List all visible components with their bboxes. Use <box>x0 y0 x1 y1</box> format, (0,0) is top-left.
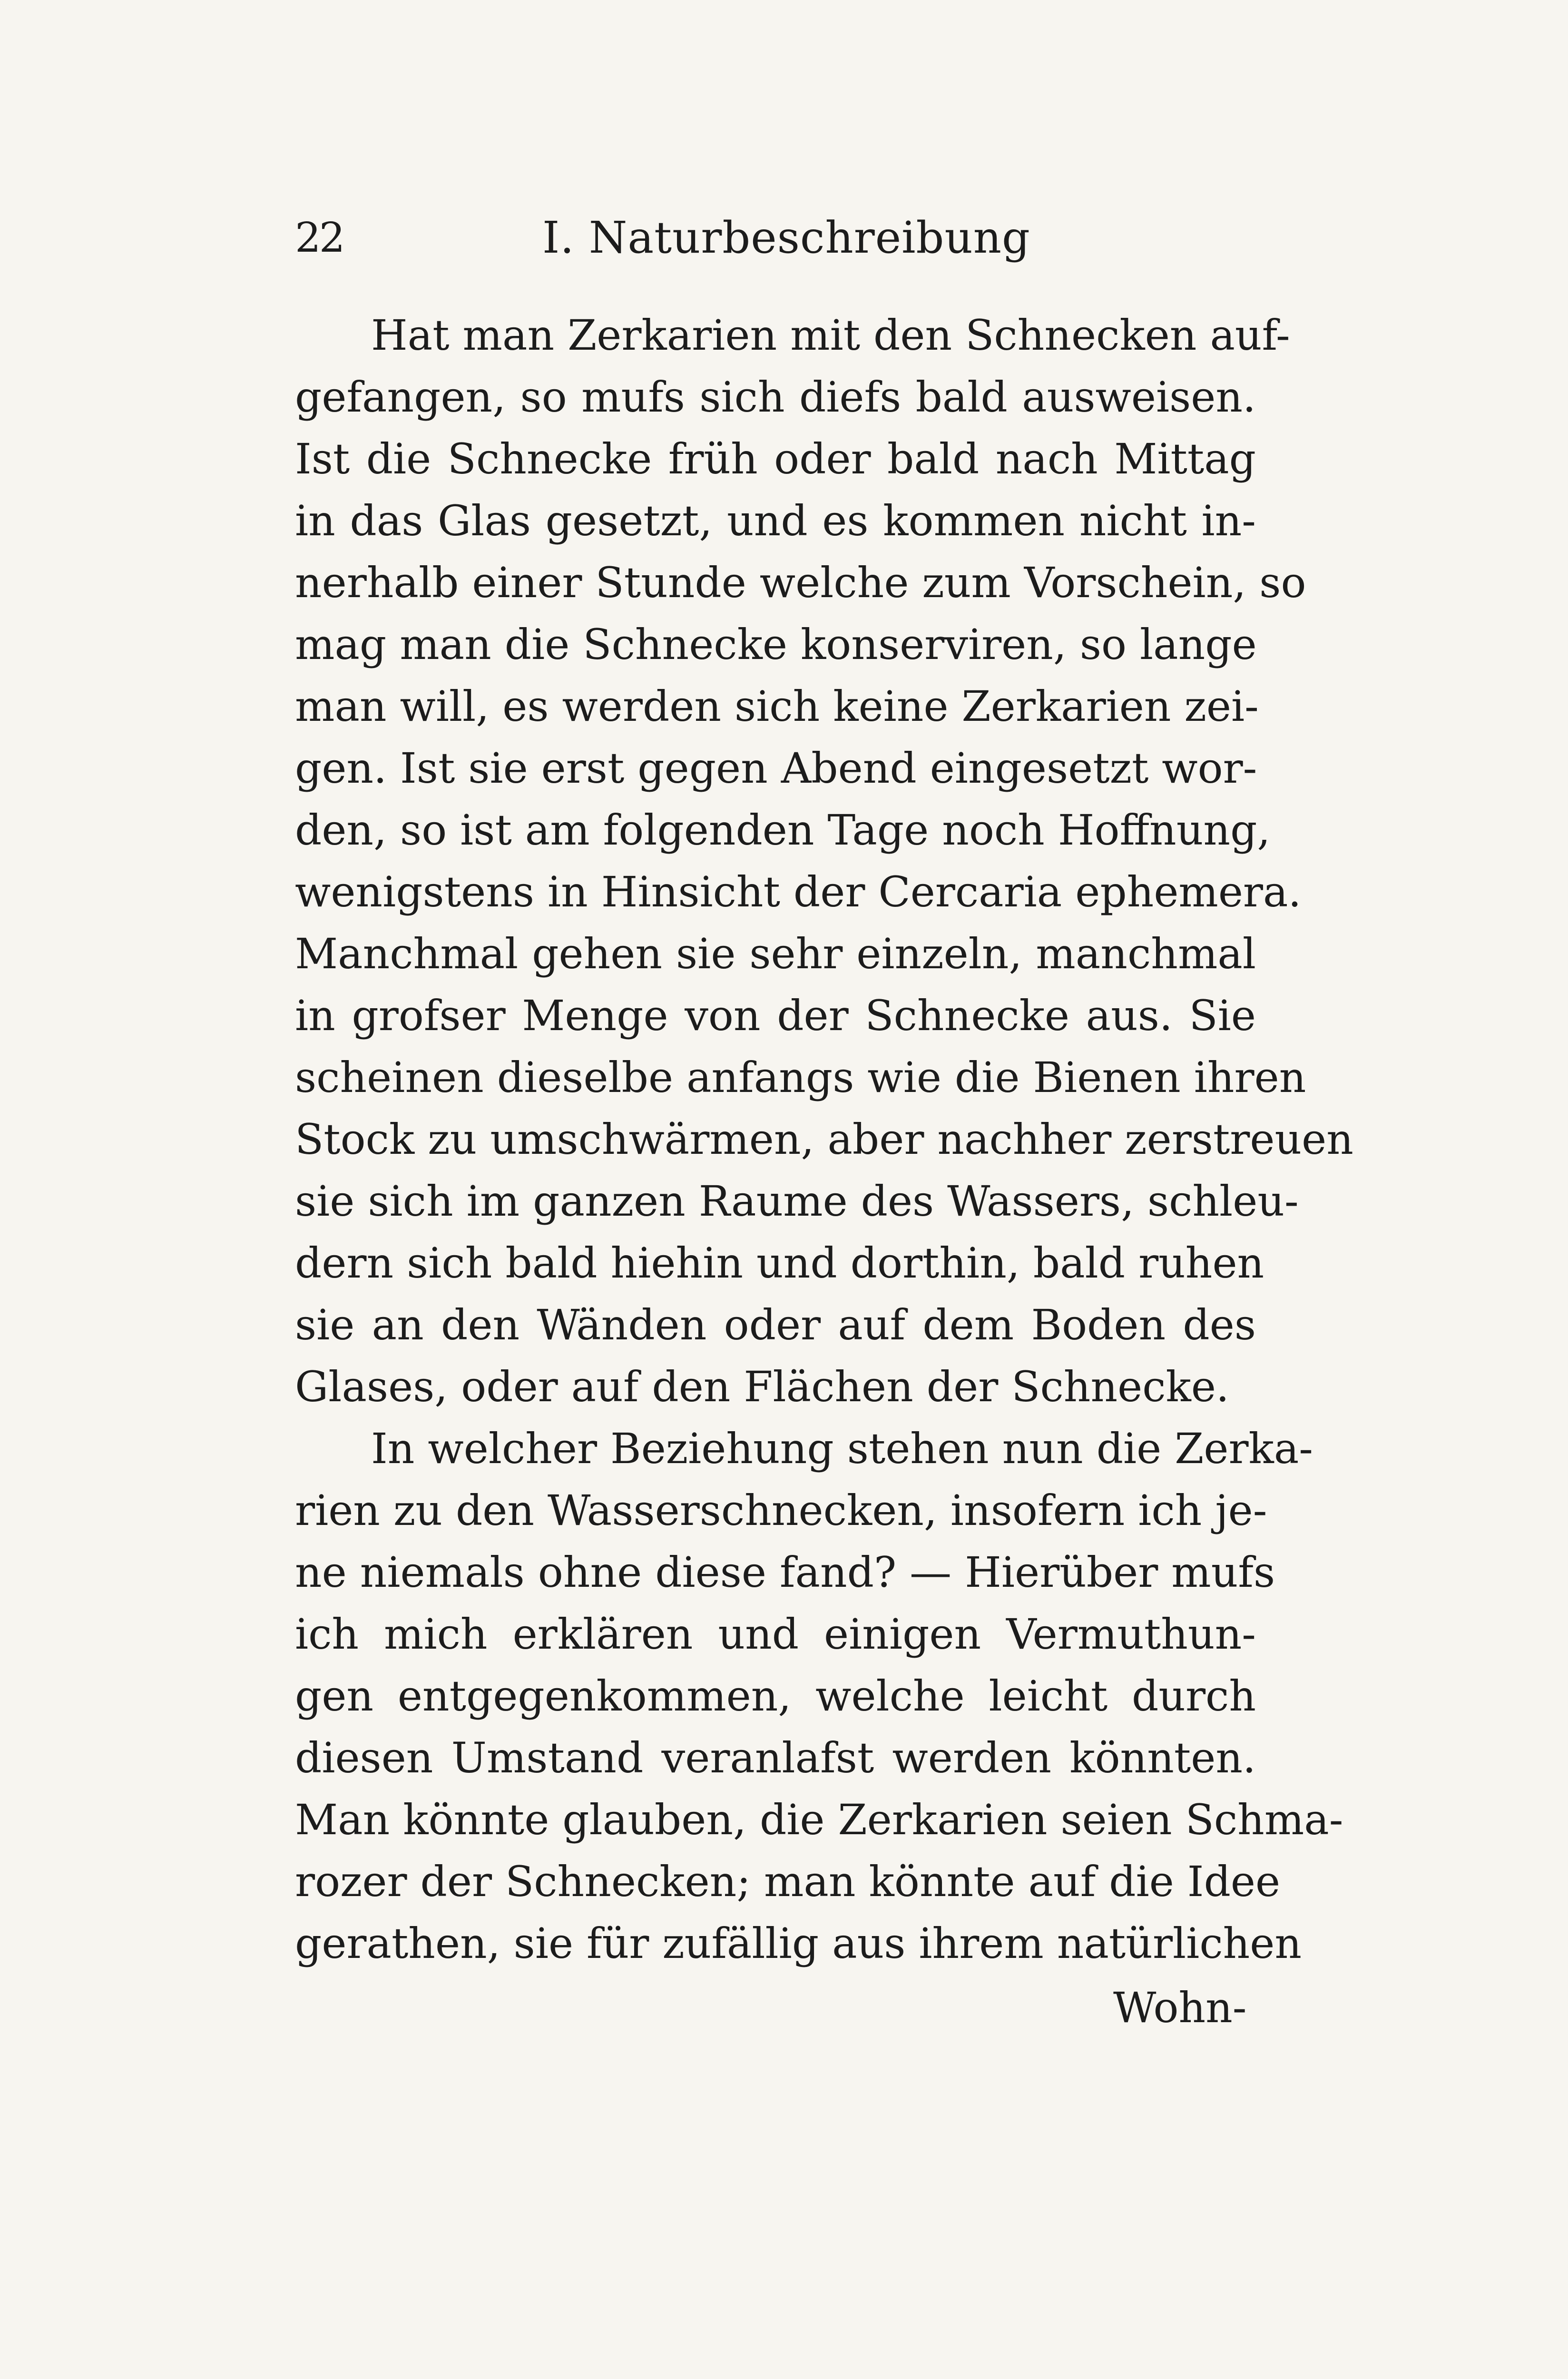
text-line: sie sich im ganzen Raume des Wassers, schleu- <box>295 1177 1299 1226</box>
text-line: den, so ist am folgenden Tage noch Hoffnung, <box>295 806 1271 855</box>
text-line: rozer der Schnecken; man könnte auf die Idee <box>295 1857 1281 1906</box>
text-line: gerathen, sie für zufällig aus ihrem natürlichen <box>295 1919 1302 1968</box>
catchword: Wohn- <box>1113 1983 1247 2032</box>
page-header <box>295 209 1256 271</box>
text-line: in das Glas gesetzt, und es kommen nicht in- <box>295 496 1256 545</box>
text-line: sie an den Wänden oder auf dem Boden des <box>295 1300 1256 1349</box>
text-line: nerhalb einer Stunde welche zum Vorschein, so <box>295 558 1306 607</box>
text-line: mag man die Schnecke konserviren, so lange <box>295 620 1257 669</box>
text-line: ich mich erklären und einigen Vermuthun- <box>295 1610 1256 1659</box>
text-line: gen. Ist sie erst gegen Abend eingesetzt wor- <box>295 744 1257 793</box>
text-line: wenigstens in Hinsicht der Cercaria ephemera. <box>295 867 1302 916</box>
text-line: man will, es werden sich keine Zerkarien zei- <box>295 682 1259 731</box>
text-line: gen entgegenkommen, welche leicht durch <box>295 1671 1256 1720</box>
text-line: dern sich bald hiehin und dorthin, bald ruhen <box>295 1239 1264 1288</box>
body-text <box>295 305 1353 1975</box>
running-title: I. Naturbeschreibung <box>542 212 1030 263</box>
text-line: Man könnte glauben, die Zerkarien seien Schma- <box>295 1795 1343 1844</box>
text-line: Glases, oder auf den Flächen der Schnecke. <box>295 1362 1229 1411</box>
text-line: diesen Umstand veranlafst werden könnten. <box>295 1733 1256 1782</box>
text-line: Manchmal gehen sie sehr einzeln, manchmal <box>295 929 1256 978</box>
text-line: Stock zu umschwärmen, aber nachher zerstreuen <box>295 1115 1353 1164</box>
text-line: In welcher Beziehung stehen nun die Zerka- <box>371 1424 1313 1473</box>
text-line: in grofser Menge von der Schnecke aus. Sie <box>295 991 1256 1040</box>
text-line: rien zu den Wasserschnecken, insofern ich je- <box>295 1486 1267 1535</box>
page-number: 22 <box>295 214 343 262</box>
text-line: ne niemals ohne diese fand? — Hierüber mufs <box>295 1548 1275 1597</box>
text-line: Hat man Zerkarien mit den Schnecken auf- <box>371 311 1290 360</box>
paragraph-2 <box>295 1418 1343 1975</box>
text-line: scheinen dieselbe anfangs wie die Bienen ihren <box>295 1053 1306 1102</box>
paragraph-1 <box>295 305 1353 1418</box>
text-line: gefangen, so mufs sich diefs bald ausweisen. <box>295 373 1256 422</box>
text-line: Ist die Schnecke früh oder bald nach Mittag <box>295 434 1256 483</box>
